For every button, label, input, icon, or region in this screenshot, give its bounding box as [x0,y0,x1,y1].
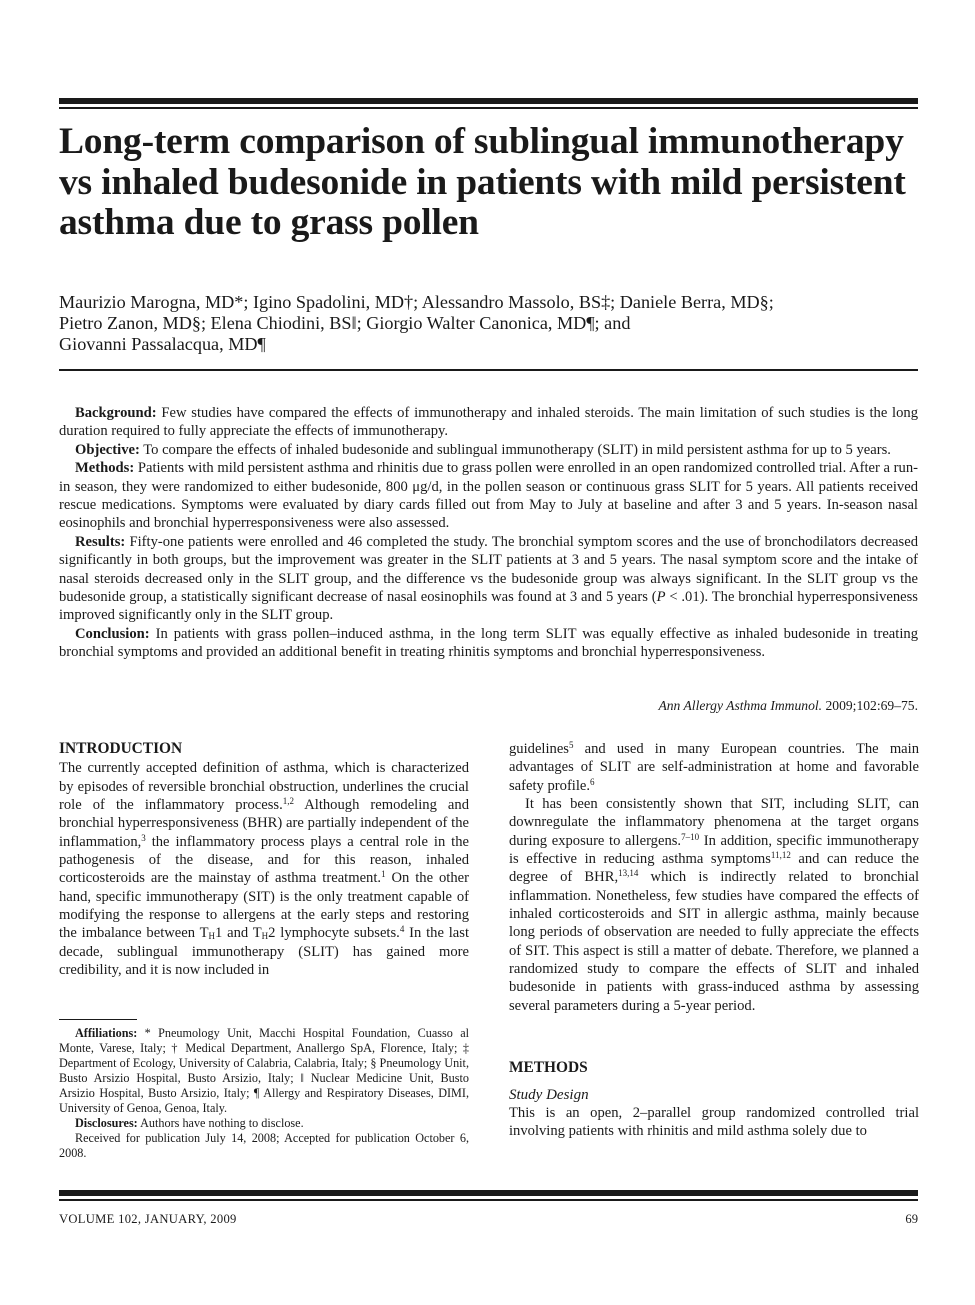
conclusion-label: Conclusion: [75,625,150,642]
reference: 1,2 [282,796,294,807]
affiliations-text: * Pneumology Unit, Macchi Hospital Foundation, Cuasso al Monte, Varese, Italy; † Medical Department, Anallergo SpA, Florence, Italy; ‡ Department of Ecology, University of Calabria, Calabria, Italy; § Pneumology Unit, Busto Arsizio Hospital, Busto Arsizio, Italy; ‖ Nuclear Medicine Unit, Busto Arsizio Hospital, Busto Arsizio, Italy; ¶ Allergy and Respiratory Diseases, DIMI, University of Genoa, Genoa, Italy. [59,1026,469,1115]
body-text: and used in many European countries. The main advantages of SLIT are self-administration at home and favorable safety profile. [509,741,919,794]
background-label: Background: [75,405,157,421]
objective-text: To compare the effects of inhaled budesonide and sublingual immunotherapy (SLIT) in mild persistent asthma for up to 5 years. [139,441,891,458]
affiliations-label: Affiliations: [75,1026,138,1040]
intro-text: The currently accepted definition of asthma, which is characterized by episodes of reversible bronchial obstruction, underlines the crucial role of the inflammatory process. [59,760,469,814]
intro-text: On the other hand, specific immunotherapy (SIT) is the only treatment capable of modifying the response to allergens at the early steps and restoring the imbalance between T [59,870,469,942]
reference: 1 [381,869,386,880]
author-list [59,292,919,355]
abstract-background [59,404,918,441]
article-title: Long-term comparison of sublingual immunotherapy vs inhaled budesonide in patients with mild persistent asthma due to grass pollen [59,121,906,243]
top-rule-thick [59,98,918,104]
intro-continuation [509,740,919,795]
page-number: 69 [905,1212,918,1226]
disclosures-label: Disclosures: [75,1116,138,1130]
body-text: which is indirectly related to bronchial inflammation. Nonetheless, few studies have compared the effects of inhaled corticosteroids and SIT in allergic asthma, mainly because long periods of observation are needed to fully appreciate the effects of SIT. This aspect is still a matter of debate. Therefore, we planned a randomized study to compare the effects of SLIT and inhaled budesonide in patients with grass-induced asthma by assessing several parameters during a 5-year period. [509,869,919,1014]
body-text: In addition, specific immunotherapy is effective in reducing asthma symptoms [509,832,920,868]
journal-name: Ann Allergy Asthma Immunol. [658,698,823,713]
top-rule-thin [59,107,918,109]
reference: 4 [399,924,405,935]
subscript: H [208,931,216,942]
reference: 3 [141,832,146,843]
right-column [509,740,919,1141]
methods-paragraph: This is an open, 2–parallel group randomized controlled trial involving patients with rhinitis and mild asthma solely due to [509,1104,919,1140]
author-line: Maurizio Marogna, MD*; Igino Spadolini, MD†; Alessandro Massolo, BS‡; Daniele Berra, MD§; [59,292,774,312]
body-text: and can reduce the degree of BHR, [509,851,920,886]
results-text: Fifty-one patients were enrolled and 46 completed the study. The bronchial symptom scores and the use of bronchodilators decreased significantly in both groups, but the improvement was greater in the SLIT patients at 3 and 5 years. The nasal symptom score and the intake of nasal steroids decreased only in the SLIT group, and the difference vs the budesonide group was always significant. In the SLIT group vs the budesonide group, a statistically significant decrease of nasal eosinophils was found at 3 and 5 years ( [59,533,918,606]
methods-label: Methods: [75,460,135,477]
introduction-heading: INTRODUCTION [59,740,183,757]
abstract-objective [59,441,918,459]
body-text: guidelines [509,741,569,757]
abstract-results [59,533,918,625]
reference: 7–10 [681,831,700,842]
reference: 6 [590,776,595,787]
bottom-rule-thick [59,1190,918,1196]
author-line: Pietro Zanon, MD§; Elena Chiodini, BS‖; Giorgio Walter Canonica, MD¶; and [59,313,631,333]
p-value-symbol: P [656,589,666,606]
methods-text: Patients with mild persistent asthma and rhinitis due to grass pollen were enrolled in an open randomized controlled trial. After a run-in season, they were randomized to either budesonide, 800 μg/d, in the pollen season or continuous grass SLIT for 5 years. All patients received rescue medications. Symptoms were evaluated by diary cards filled out from May to July at baseline and after 3 and 5 years. In-season nasal eosinophils and bronchial hyperresponsiveness were also assessed. [59,460,918,532]
intro-text: 1 and T [215,925,262,942]
abstract-conclusion [59,625,918,662]
results-label: Results: [75,533,126,550]
body-text: It has been consistently shown that SIT, including SLIT, can downregulate the inflammatory phenomena at the target organs during exposure to allergens. [509,796,919,849]
footnote-rule [59,1019,137,1020]
intro-text: Although remodeling and bronchial hyperresponsiveness (BHR) are partially independent of the inflammation, [59,797,469,850]
results-text-end: < .01). The bronchial hyperresponsiveness improved significantly only in the SLIT group. [59,589,918,624]
intro-text: the inflammatory process plays a central role in the pathogenesis of the disease, and for this reason, inhaled corticosteroids are the mainstay of asthma treatment. [59,833,469,887]
subscript: H [261,931,269,942]
intro-paragraph-2 [509,795,919,1015]
bottom-rule-thin [59,1199,918,1201]
footnotes [59,1026,469,1161]
study-design-subheading: Study Design [509,1086,589,1103]
objective-label: Objective: [75,441,140,458]
received-dates: Received for publication July 14, 2008; Accepted for publication October 6, 2008. [59,1131,469,1160]
background-text: Few studies have compared the effects of immunotherapy and inhaled steroids. The main limitation of such studies is the long duration required to fully appreciate the effects of immunotherapy. [59,405,918,440]
authors-rule [59,369,918,371]
author-line: Giovanni Passalacqua, MD¶ [59,334,266,354]
reference: 11,12 [770,850,791,861]
methods-heading: METHODS [509,1059,588,1077]
reference: 5 [569,740,574,750]
introduction-paragraph [59,759,469,979]
citation [59,698,918,714]
disclosures [59,1116,469,1131]
abstract [59,404,918,662]
disclosures-text: Authors have nothing to disclose. [137,1116,304,1130]
intro-text: In the last decade, sublingual immunotherapy (SLIT) has gained more credibility, and it is now included in [59,925,470,979]
left-column [59,740,469,979]
affiliations [59,1026,469,1116]
volume-info: VOLUME 102, JANUARY, 2009 [59,1212,237,1226]
intro-text: 2 lymphocyte subsets. [268,925,400,942]
reference: 13,14 [618,868,639,879]
conclusion-text: In patients with grass pollen–induced asthma, in the long term SLIT was equally effective as inhaled budesonide in treating bronchial symptoms and provided an additional benefit in treating rhinitis symptoms and bronchial hyperresponsiveness. [59,625,918,661]
citation-details: 2009;102:69–75. [822,698,918,713]
abstract-methods [59,459,918,533]
